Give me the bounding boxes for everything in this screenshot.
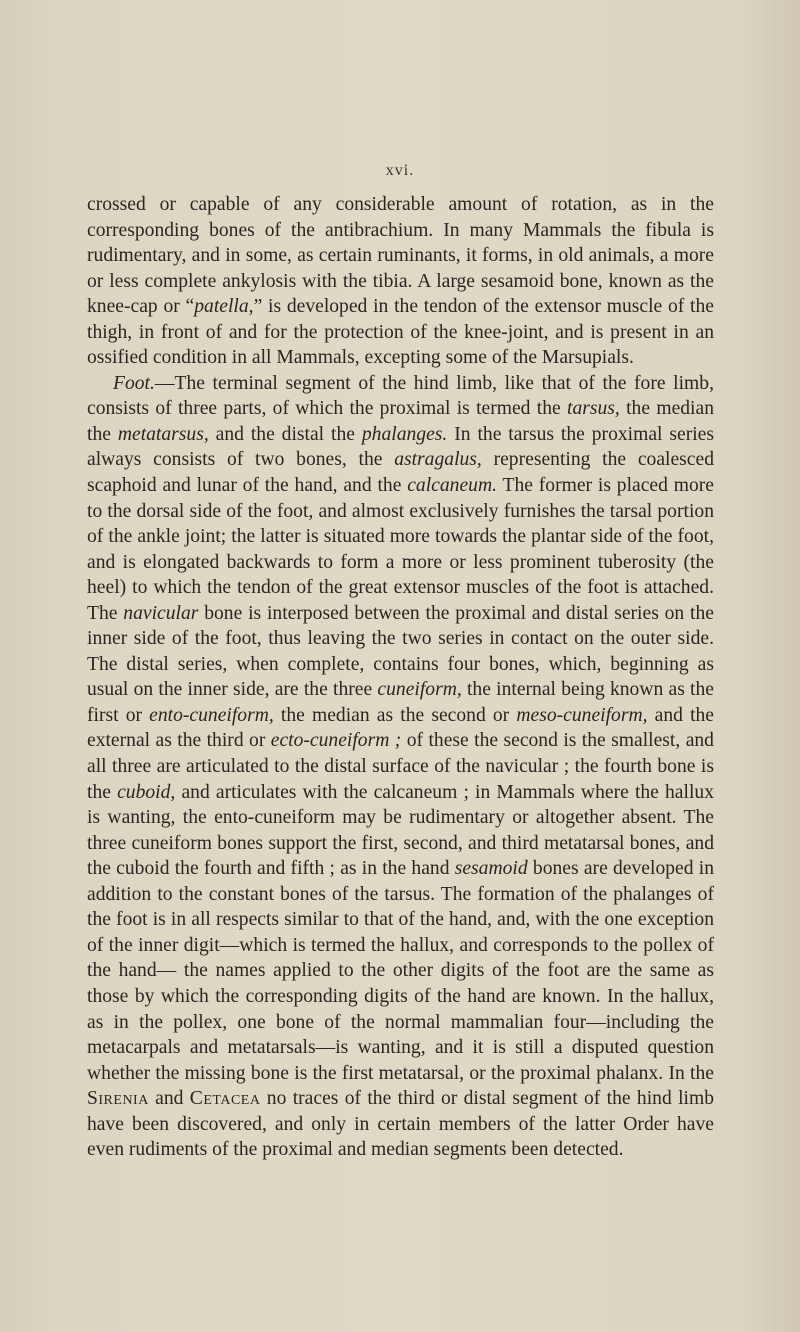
text-run: —The terminal segment of the hind limb, like that of the fore limb, consists of three parts, of which the proximal is termed the: [87, 372, 714, 420]
text-run: ” is developed in the tendon of the extensor muscle of the thigh, in front of and for the protection of the knee-joint, and is present in an ossified condition in all Mammals, excepting some of the Marsupials.: [87, 296, 714, 369]
text-run: the median the: [87, 398, 714, 445]
text-run: The former is placed more to the dorsal side of the foot, and almost exclusively furnishes the tarsal portion of the ankle joint; the latter is situated more towards the plantar side of the foot, and is elongated backwards to form a more or less prominent tuberosity (the heel) to which the tendon of the great extensor muscles of the foot is attached. The: [87, 475, 714, 624]
text-run: and the external as the third or: [87, 704, 715, 752]
term-cuboid: cuboid,: [117, 781, 176, 803]
text-run: crossed or capable of any considerable amount of rotation, as in the corresponding bones of the antibrachium. In many Mammals the fibula is rudimentary, and in some, as certain ruminants, it forms, in old animals, a more or less complete ankylosis with the tibia. A large sesamoid bone, known as the knee-cap or “: [87, 194, 714, 318]
order-sirenia: Sirenia: [87, 1088, 149, 1110]
text-run: In the tarsus the proximal series always consists of two bones, the: [87, 423, 714, 471]
paragraph-patella: [87, 192, 714, 371]
order-cetacea: Cetacea: [189, 1088, 261, 1110]
text-run: no traces of the third or distal segment of the hind limb have been discovered, and only in certain members of the latter Order have even rudiments of the proximal and median segments been detected.: [87, 1088, 714, 1161]
term-ento-cuneiform: ento-cuneiform,: [149, 704, 274, 726]
term-tarsus: tarsus,: [567, 398, 620, 420]
section-heading-foot: Foot.: [113, 372, 155, 394]
term-cuneiform: cuneiform,: [377, 679, 462, 701]
term-sesamoid: sesamoid: [454, 858, 528, 880]
text-run: of these the second is the smallest, and all three are articulated to the distal surface of the navicular ; the fourth bone is the: [87, 730, 714, 803]
term-meso-cuneiform: meso-cuneiform,: [516, 704, 648, 726]
term-navicular: navicular: [123, 602, 199, 624]
text-run: bones are developed in addition to the constant bones of the tarsus. The formation of the phalanges of the foot is in all respects similar to that of the hand, and, with the one exception of the inner digit—which is termed the hallux, and corresponds to the pollex of the hand— the names applied to the other digits of the foot are the same as those by which the corresponding digits of the hand are known. In the hallux, as in the pollex, one bone of the normal mammalian four—including the metacarpals and metatarsals—is wanting, and it is still a disputed question whether the missing bone is the first metatarsal, or the proximal phalanx. In the: [87, 858, 715, 1084]
text-run: bone is interposed between the proximal and distal series on the inner side of the foot, thus leaving the two series in contact on the outer side. The distal series, when complete, contains four bones, which, beginning as usual on the inner side, are the three: [87, 602, 714, 701]
term-astragalus: astragalus,: [394, 449, 482, 471]
page-number: xvi.: [385, 162, 415, 179]
text-run: and articulates with the calcaneum ; in Mammals where the hallux is wanting, the ento-cuneiform may be rudimentary or altogether absent. The three cuneiform bones support the first, second, and third metatarsal bones, and the cuboid the fourth and fifth ; as in the hand: [87, 781, 714, 880]
term-ecto-cuneiform: ecto-cuneiform ;: [270, 730, 402, 752]
paragraph-foot: [87, 371, 714, 1163]
term-patella: patella,: [194, 296, 254, 318]
text-run: the median as the second or: [273, 704, 517, 726]
term-metatarsus: metatarsus,: [117, 423, 209, 445]
text-run: the internal being known as the first or: [87, 679, 714, 726]
body-text: [87, 192, 714, 1163]
text-run: representing the coalesced scaphoid and lunar of the hand, and the: [87, 449, 714, 497]
term-phalanges: phalanges.: [361, 423, 448, 445]
term-calcaneum: calcaneum.: [407, 475, 498, 497]
text-run: and: [148, 1088, 190, 1110]
text-run: and the distal the: [208, 423, 362, 445]
